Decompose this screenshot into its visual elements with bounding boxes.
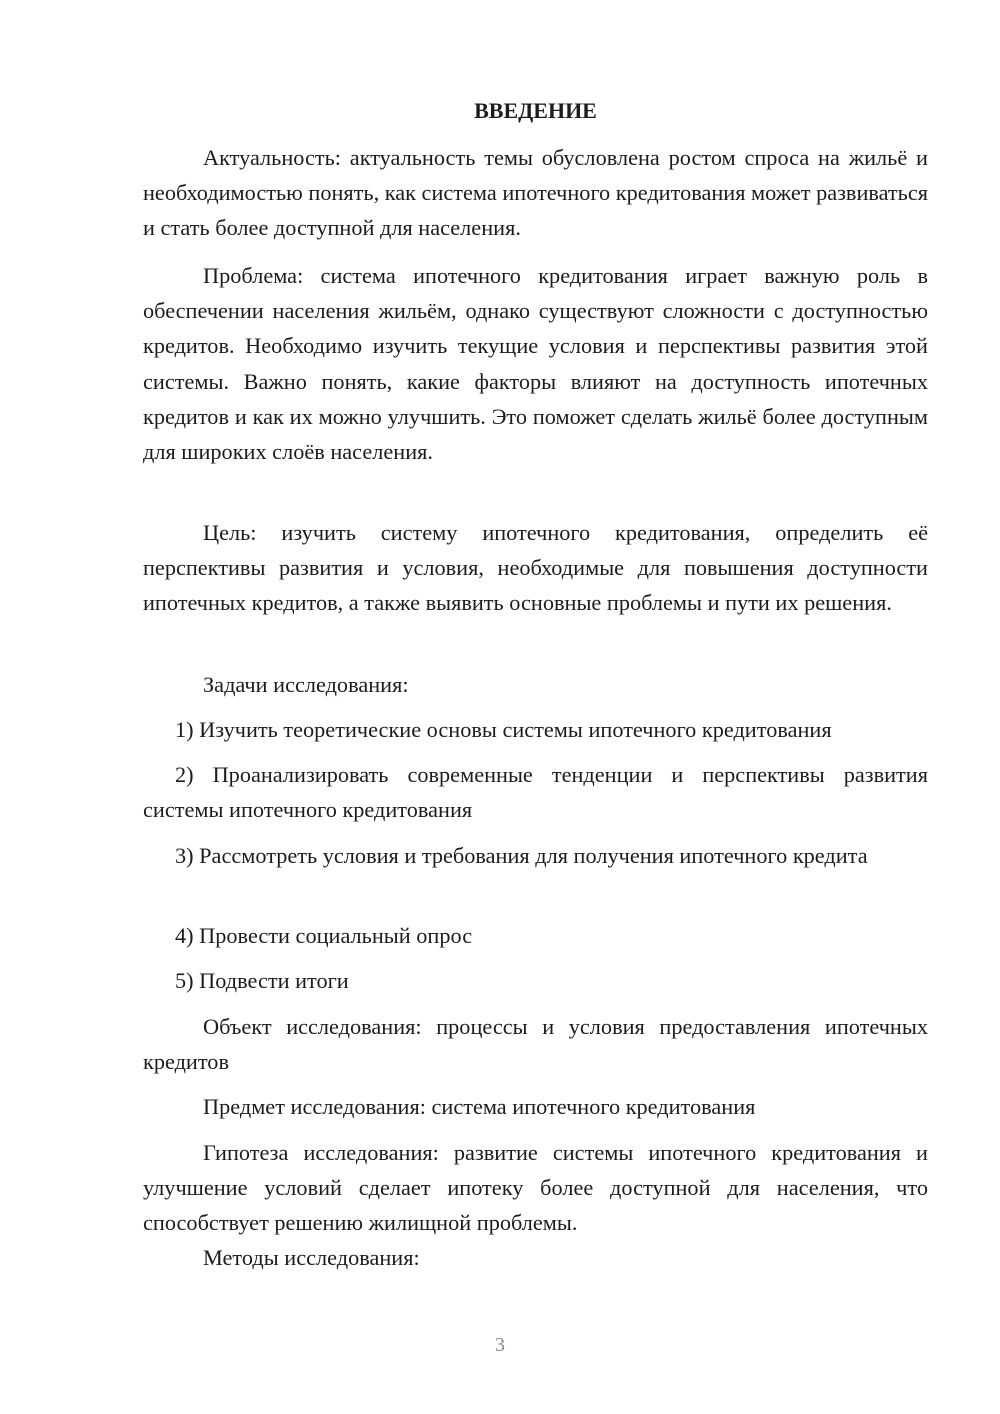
- list-item: 2) Проанализировать современные тенденции и перспективы развития системы ипотечного кредитования: [143, 762, 928, 823]
- list-item: 1) Изучить теоретические основы системы ипотечного кредитования: [175, 717, 832, 742]
- paragraph-subject: Предмет исследования: система ипотечного кредитования: [203, 1094, 756, 1119]
- paragraph-methods: Методы исследования:: [203, 1245, 420, 1270]
- list-item: 3) Рассмотреть условия и требования для получения ипотечного кредита: [175, 843, 868, 868]
- paragraph-relevance: Актуальность: актуальность темы обусловлена ростом спроса на жильё и необходимостью понять, как система ипотечного кредитования может развиваться и стать более доступной для населения.: [143, 145, 928, 241]
- paragraph-problem: Проблема: система ипотечного кредитования играет важную роль в обеспечении населения жильём, однако существуют сложности с доступностью кредитов. Необходимо изучить текущие условия и перспективы развития этой системы. Важно понять, какие факторы влияют на доступность ипотечных кредитов и как их можно улучшить. Это поможет сделать жильё более доступным для широких слоёв населения.: [143, 263, 928, 465]
- paragraph-object: Объект исследования: процессы и условия предоставления ипотечных кредитов: [143, 1014, 928, 1075]
- page-title: ВВЕДЕНИЕ: [474, 98, 597, 123]
- list-item: 5) Подвести итоги: [175, 968, 349, 993]
- paragraph-hypothesis: Гипотеза исследования: развитие системы ипотечного кредитования и улучшение условий сделает ипотеку более доступной для населения, что способствует решению жилищной проблемы.: [143, 1140, 928, 1236]
- page-number: 3: [495, 1334, 505, 1356]
- list-item: 4) Провести социальный опрос: [175, 923, 473, 948]
- tasks-heading: Задачи исследования:: [203, 672, 409, 697]
- paragraph-goal: Цель: изучить систему ипотечного кредитования, определить её перспективы развития и условия, необходимые для повышения доступности ипотечных кредитов, а также выявить основные проблемы и пути их решения.: [143, 520, 928, 616]
